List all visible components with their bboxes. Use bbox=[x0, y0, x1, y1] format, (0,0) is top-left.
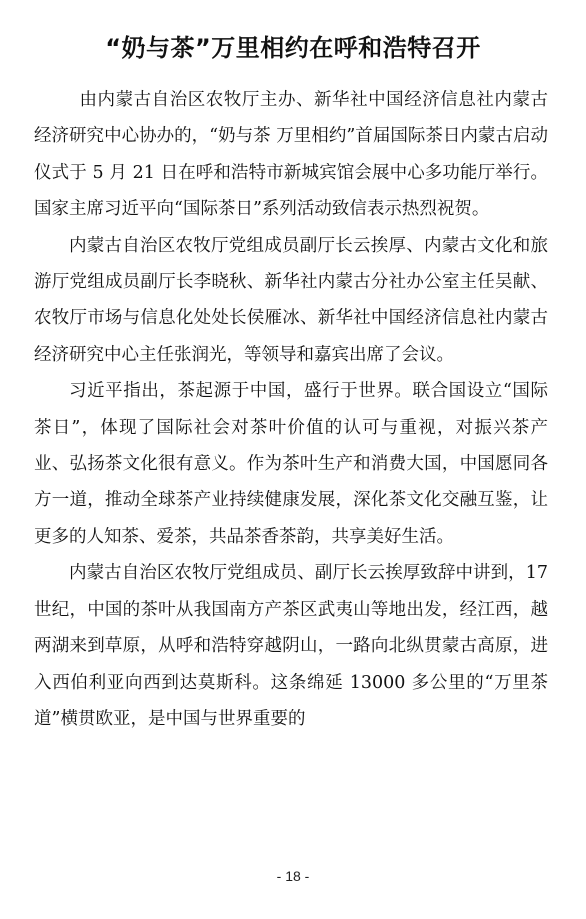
paragraph-3: 习近平指出，茶起源于中国，盛行于世界。联合国设立“国际茶日”，体现了国际社会对茶叶价值的认可与重视，对振兴茶产业、弘扬茶文化很有意义。作为茶叶生产和消费大国，中国愿同各方一道，推动全球茶产业持续健康发展，深化茶文化交融互鉴，让更多的人知茶、爱茶，共品茶香茶韵，共享美好生活。 bbox=[34, 381, 548, 547]
page-number: - 18 - bbox=[276, 868, 310, 884]
article-body bbox=[34, 82, 548, 737]
paragraph-2: 内蒙古自治区农牧厅党组成员副厅长云挨厚、内蒙古文化和旅游厅党组成员副厅长李晓秋、新华社内蒙古分社办公室主任吴献、农牧厅市场与信息化处处长侯雁冰、新华社中国经济信息社内蒙古经济研究中心主任张润光，等领导和嘉宾出席了会议。 bbox=[34, 235, 548, 365]
paragraph-1: 由内蒙古自治区农牧厅主办、新华社中国经济信息社内蒙古经济研究中心协办的，“奶与茶 万里相约”首届国际茶日内蒙古启动仪式于 5 月 21 日在呼和浩特市新城宾馆会展中心多功能厅举行。国家主席习近平向“国际茶日”系列活动致信表示热烈祝贺。 bbox=[34, 90, 548, 220]
paragraph-4: 内蒙古自治区农牧厅党组成员、副厅长云挨厚致辞中讲到，17 世纪，中国的茶叶从我国南方产茶区武夷山等地出发，经江西，越两湖来到草原，从呼和浩特穿越阴山，一路向北纵贯蒙古高原，进入西伯利亚向西到达莫斯科。这条绵延 13000 多公里的“万里茶道”横贯欧亚，是中国与世界重要的 bbox=[34, 563, 548, 729]
page-title: “奶与茶”万里相约在呼和浩特召开 bbox=[105, 34, 481, 62]
